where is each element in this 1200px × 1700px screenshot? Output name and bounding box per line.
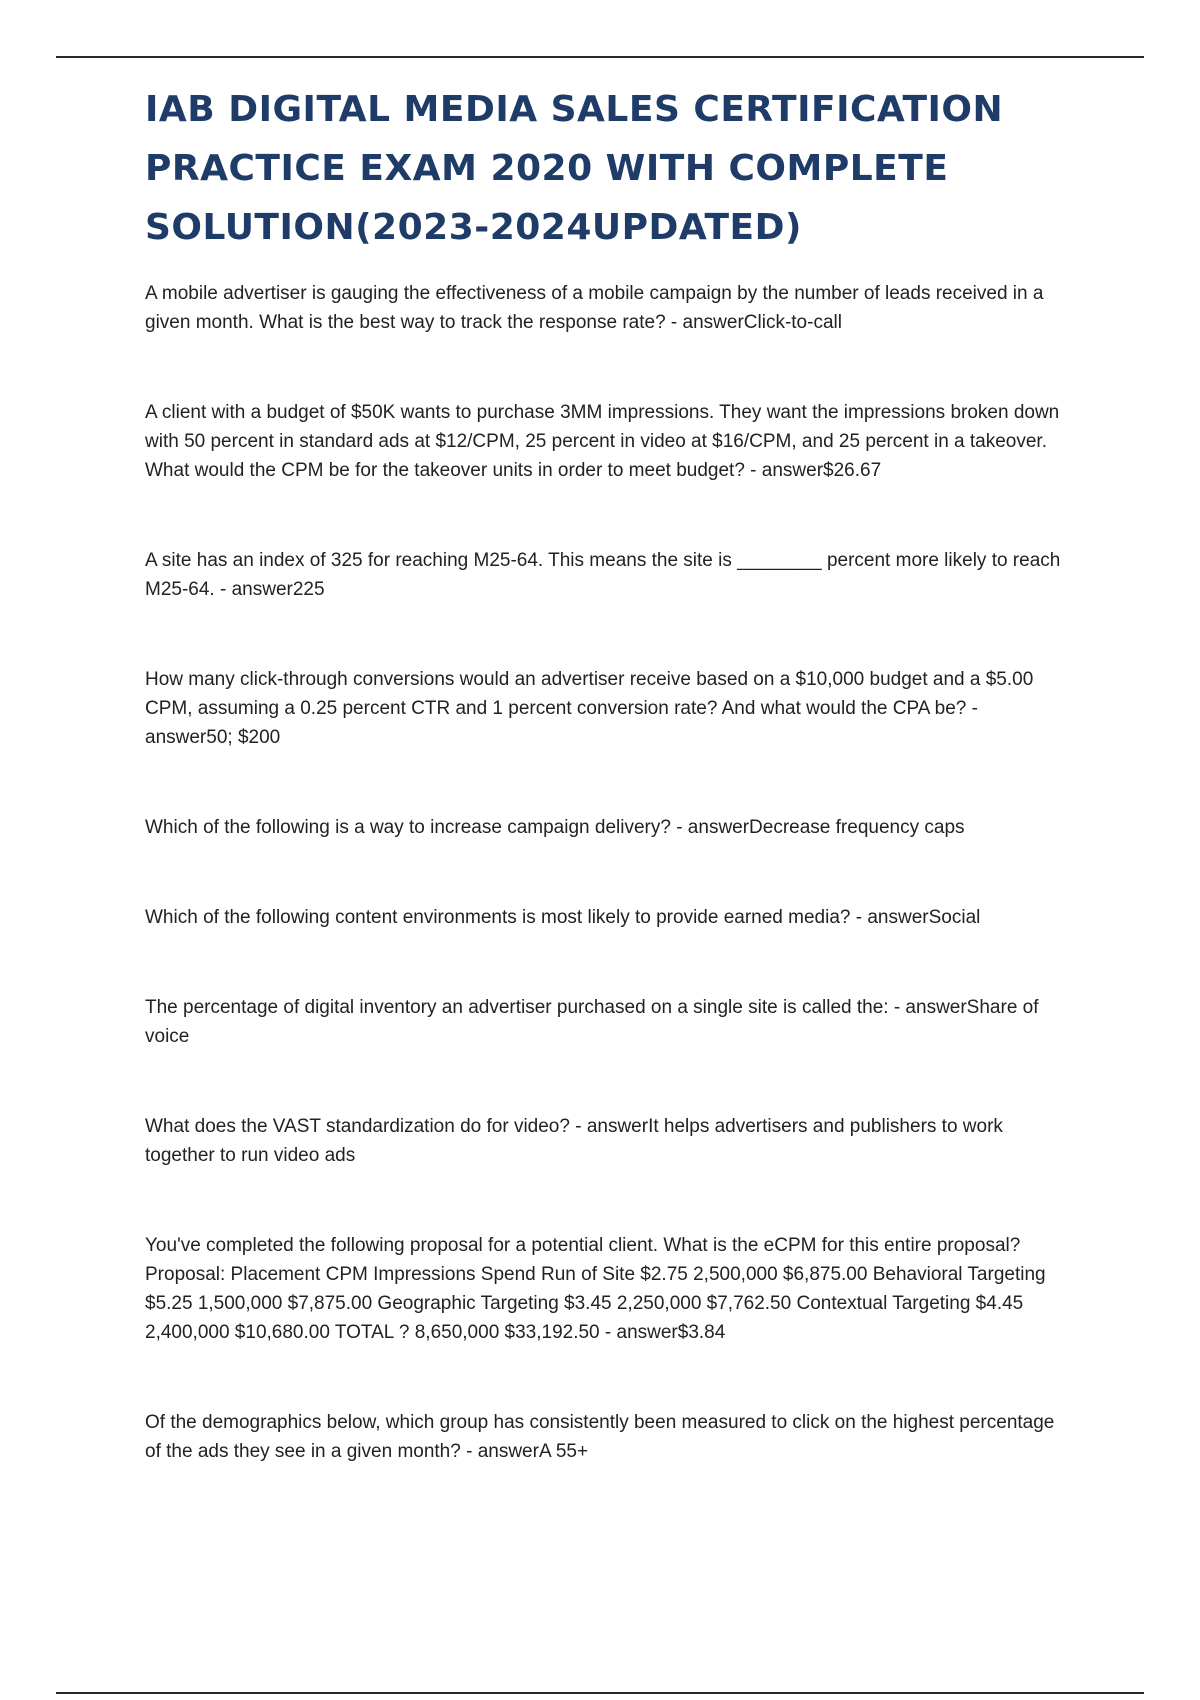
document-title: IAB DIGITAL MEDIA SALES CERTIFICATION PRACTICE EXAM 2020 WITH COMPLETE SOLUTION(2023-2024UPDATED) [145,89,1004,248]
bottom-rule [56,1692,1144,1694]
qa-item: The percentage of digital inventory an advertiser purchased on a single site is called the: - answerShare of voice [145,997,1039,1047]
qa-item: Of the demographics below, which group has consistently been measured to click on the highest percentage of the ads they see in a given month? - answerA 55+ [145,1412,1055,1462]
qa-item: A site has an index of 325 for reaching M25-64. This means the site is ________ percent more likely to reach M25-64. - answer225 [145,550,1061,600]
qa-item: A mobile advertiser is gauging the effectiveness of a mobile campaign by the number of leads received in a given month. What is the best way to track the response rate? - answerClick-to-call [145,283,1044,333]
qa-item: What does the VAST standardization do for video? - answerIt helps advertisers and publishers to work together to run video ads [145,1116,1003,1166]
qa-item: A client with a budget of $50K wants to purchase 3MM impressions. They want the impressions broken down with 50 percent in standard ads at $12/CPM, 25 percent in video at $16/CPM, and 25 percent in a takeover. What would the CPM be for the takeover units in order to meet budget? - answer$26.67 [145,402,1060,481]
qa-item: Which of the following is a way to increase campaign delivery? - answerDecrease frequency caps [145,817,965,838]
top-rule [56,56,1144,58]
qa-item: Which of the following content environments is most likely to provide earned media? - answerSocial [145,907,981,928]
document-body [145,80,1065,1466]
qa-item: You've completed the following proposal for a potential client. What is the eCPM for this entire proposal? Proposal: Placement CPM Impressions Spend Run of Site $2.75 2,500,000 $6,875.00 Behavioral Targeting $5.25 1,500,000 $7,875.00 Geographic Targeting $3.45 2,250,000 $7,762.50 Contextual Targeting $4.45 2,400,000 $10,680.00 TOTAL ? 8,650,000 $33,192.50 - answer$3.84 [145,1235,1046,1343]
qa-item: How many click-through conversions would an advertiser receive based on a $10,000 budget and a $5.00 CPM, assuming a 0.25 percent CTR and 1 percent conversion rate? And what would the CPA be? - answer50; $200 [145,669,1034,748]
